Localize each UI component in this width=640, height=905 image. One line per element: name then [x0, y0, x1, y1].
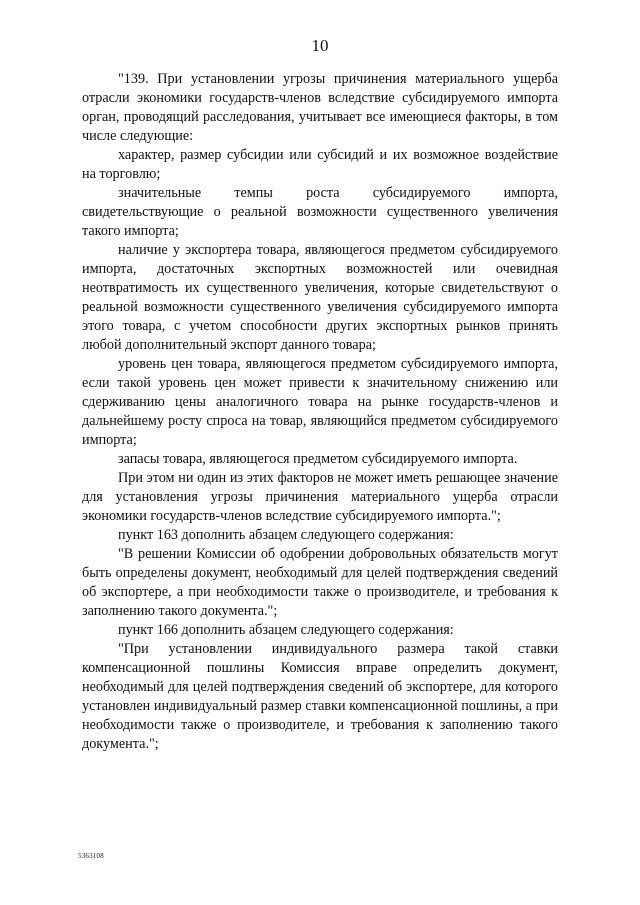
paragraph-factor-inventory: запасы товара, являющегося предметом субсидируемого импорта. [118, 451, 518, 467]
paragraph-item-166-text: "При установлении индивидуального размера такой ставки компенсационной пошлины Комиссия вправе определить документ, необходимый для целей подтверждения сведений об экспортере, для которого установлен индивидуальный размер ставки компенсационной пошлины, а при необходимости также о производителе, и требования к заполнению такого документа."; [82, 641, 558, 752]
paragraph-factor-import-growth: значительные темпы роста субсидируемого импорта, свидетельствующие о реальной возможности существенного увеличения такого импорта; [82, 185, 558, 239]
document-body [82, 70, 558, 754]
paragraph-item-163-intro: пункт 163 дополнить абзацем следующего содержания: [118, 527, 454, 543]
paragraph-factor-export-capacity: наличие у экспортера товара, являющегося предметом субсидируемого импорта, достаточных экспортных возможностей или очевидная неотвратимость их существенного увеличения, которые свидетельствуют о реальной возможности существенного увеличения субсидируемого импорта этого товара, с учетом способности других экспортных рынков принять любой дополнительный экспорт данного товара; [82, 242, 558, 353]
page-number: 10 [311, 36, 329, 55]
paragraph-no-decisive-factor: При этом ни один из этих факторов не может иметь решающее значение для установления угрозы причинения материального ущерба отрасли экономики государств-членов вследствие субсидируемого импорта."; [82, 470, 558, 524]
paragraph-factor-price-level: уровень цен товара, являющегося предметом субсидируемого импорта, если такой уровень цен может привести к значительному снижению или сдерживанию цены аналогичного товара на рынке государств-членов и дальнейшему росту спроса на товар, являющийся предметом субсидируемого импорта; [82, 356, 558, 448]
footer-document-code: 5363108 [78, 852, 104, 860]
paragraph-item-166-intro: пункт 166 дополнить абзацем следующего содержания: [118, 622, 454, 638]
paragraph-factor-subsidy-nature: характер, размер субсидии или субсидий и их возможное воздействие на торговлю; [82, 147, 558, 182]
paragraph-139: "139. При установлении угрозы причинения материального ущерба отрасли экономики государств-членов вследствие субсидируемого импорта орган, проводящий расследования, учитывает все имеющиеся факторы, в том числе следующие: [82, 71, 558, 144]
paragraph-item-163-text: "В решении Комиссии об одобрении добровольных обязательств могут быть определены документ, необходимый для целей подтверждения сведений об экспортере, а при необходимости также о производителе, и требования к заполнению такого документа."; [82, 546, 558, 619]
